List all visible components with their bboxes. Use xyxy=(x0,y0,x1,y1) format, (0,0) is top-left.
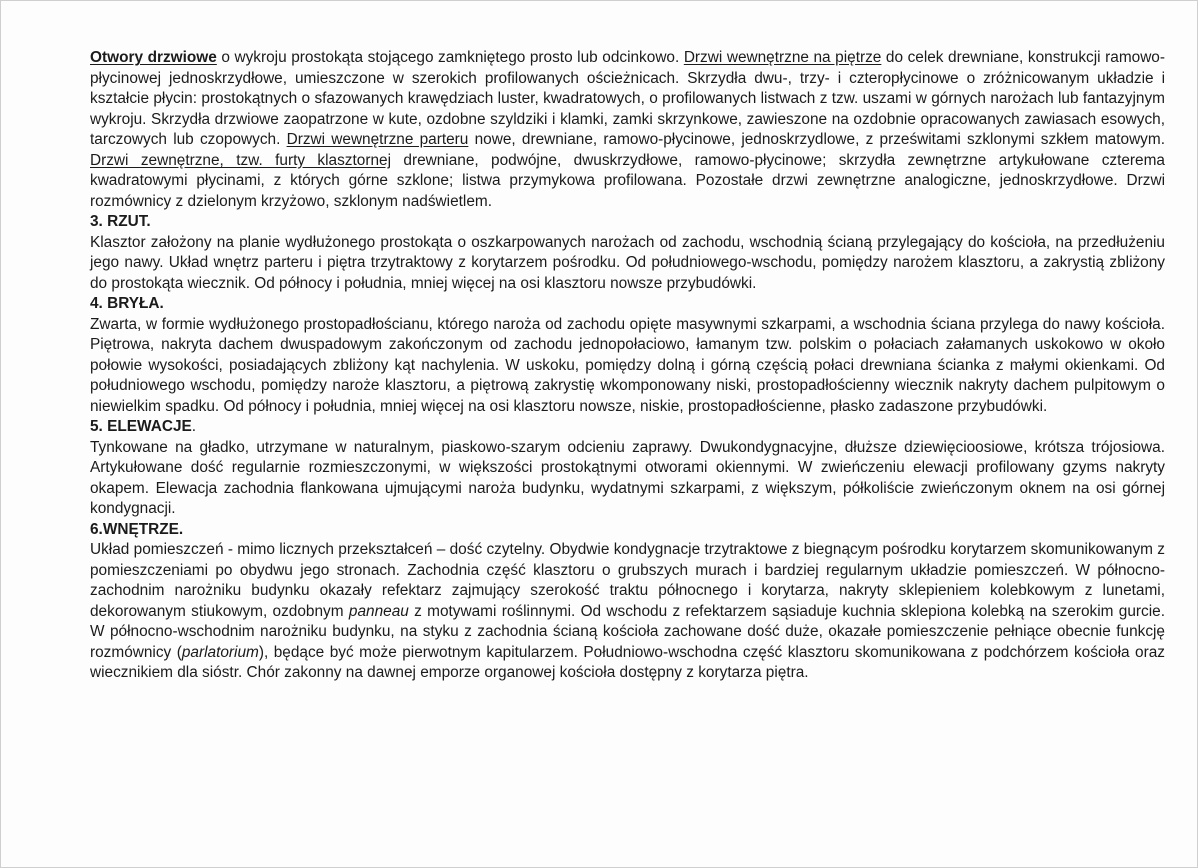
doors-text-3: nowe, drewniane, ramowo-płycinowe, jednoskrzydlowe, z prześwitami szklonymi szkłem matowym. xyxy=(468,131,1165,148)
section-heading-elewacje: 5. ELEWACJE xyxy=(90,418,192,435)
wnetrze-italic-panneau: panneau xyxy=(348,602,409,620)
doors-title: Otwory drzwiowe xyxy=(90,49,217,66)
section-heading-elewacje-dot: . xyxy=(191,418,197,435)
paragraph-rzut: Klasztor założony na planie wydłużonego prostokąta o oszkarpowanych narożach od zachodu, wschodnią ścianą przylegający do kościoła, na przedłużeniu jego nawy. Układ wnętrz parteru i piętra trzytraktowy z korytarzem pośrodku. Od południowego-wschodu, pomiędzy narożem klasztoru, a zakrystią zbliżony do prostokąta wiecznik. Od północy i południa, mniej więcej na osi klasztoru nowsze przybudówki. xyxy=(90,233,1165,292)
doors-text-1: o wykroju prostokąta stojącego zamkniętego prosto lub odcinkowo. xyxy=(216,49,684,66)
doors-text-4: drewniane, podwójne, dwuskrzydłowe, ramowo-płycinowe; skrzydła zewnętrzne artykułowane czterema kwadratowymi płycinami, z których górne szklone; listwa przymykowa profilowana. Pozostałe drzwi zewnętrzne analogiczne, jednoskrzydłowe. Drzwi rozmównicy z dzielonym krzyżowo, szklonym nadświetlem. xyxy=(90,151,1165,210)
doors-ground-floor-title: Drzwi wewnętrzne parteru xyxy=(286,131,469,148)
wnetrze-text-3: ), będące być może pierwotnym kapitularzem. Południowo-wschodna część klasztoru skomunikowana z podchórzem kościoła oraz wiecznikiem dla sióstr. Chór zakonny na dawnej emporze organowej kościoła dostępny z korytarza piętra. xyxy=(90,643,1165,681)
section-heading-rzut: 3. RZUT. xyxy=(90,213,151,230)
paragraph-wnetrze xyxy=(90,540,1165,684)
doors-upper-floor-title: Drzwi wewnętrzne na piętrze xyxy=(683,49,882,66)
document-body xyxy=(90,48,1165,684)
doors-external-title: Drzwi zewnętrzne, tzw. furty klasztornej xyxy=(90,151,391,169)
paragraph-doors xyxy=(90,48,1165,212)
section-heading-wnetrze: 6.WNĘTRZE. xyxy=(90,520,184,538)
doors-text-2: do celek drewniane, konstrukcji ramowo-płycinowej jednoskrzydłowe, umieszczone w szerokich profilowanych ościeżnicach. Skrzydła dwu-, trzy- i czteropłycinowe o zróżnicowanym układzie i kształcie płycin: prostokątnych o sfazowanych krawędziach luster, kwadratowych, o profilowanych listwach z tzw. uszami w górnych narożach lub fantazyjnym wykroju. Skrzydła drzwiowe zaopatrzone w kute, ozdobne szyldziki i klamki, zamki skrzynkowe, zawieszone na ozdobnie opracowanych zawiasach esowych, tarczowych lub czopowych. xyxy=(90,49,1165,148)
wnetrze-text-1: Układ pomieszczeń - mimo licznych przekształceń – dość czytelny. Obydwie kondygnacje trzytraktowe z biegnącym pośrodku korytarzem skomunikowanym z pomieszczeniami po obydwu jego stronach. Zachodnia część klasztoru o grubszych murach i bardziej regularnym układzie pomieszczeń. W północno-zachodnim narożniku budynku okazały refektarz zajmujący szerokość traktu północnego i korytarza, nakryty sklepieniem kolebkowym z lunetami, dekorowanym stiukowym, ozdobnym xyxy=(90,541,1165,620)
paragraph-bryla: Zwarta, w formie wydłużonego prostopadłościanu, którego naroża od zachodu opięte masywnymi szkarpami, a wschodnia ściana przylega do nawy kościoła. Piętrowa, nakryta dachem dwuspadowym zakończonym od zachodu jednopołaciowo, łamanym tzw. polskim o połaciach załamanych uskokowo w około połowie wysokości, posiadających zbliżony kąt nachylenia. W uskoku, pomiędzy dolną i górną częścią połaci drewniana ścianka z małymi okienkami. Od południowego wschodu, pomiędzy naroże klasztoru, a piętrową zakrystię wkomponowany niski, prostopadłościenny wiecznik nakryty dachem pulpitowym o niewielkim spadku. Od północy i południa, mniej więcej na osi klasztoru nowsze, niskie, prostopadłościenne, płasko zadaszone przybudówki. xyxy=(90,315,1165,415)
paragraph-elewacje: Tynkowane na gładko, utrzymane w naturalnym, piaskowo-szarym odcieniu zaprawy. Dwukondygnacyjne, dłuższe dziewięcioosiowe, krótsza trójosiowa. Artykułowane dość regularnie rozmieszczonymi, w większości prostokątnymi otworami okiennymi. W zwieńczeniu elewacji profilowany gzyms nakryty okapem. Elewacja zachodnia flankowana ujmującymi naroża budynku, wydatnymi szkarpami, z większym, półkoliście zwieńczonym oknem na osi górnej kondygnacji. xyxy=(90,438,1165,517)
wnetrze-text-2: z motywami roślinnymi. Od wschodu z refektarzem sąsiaduje kuchnia sklepiona kolebką na szerokim gurcie. W północno-wschodnim narożniku budynku, na styku z zachodnia ścianą kościoła zachowane dość duże, okazałe pomieszczenie pełniące obecnie funkcję rozmównicy ( xyxy=(90,602,1165,661)
section-heading-bryla: 4. BRYŁA. xyxy=(90,295,164,312)
section-heading-elewacje-line xyxy=(90,417,1165,438)
wnetrze-italic-parlatorium: parlatorium xyxy=(181,643,259,661)
